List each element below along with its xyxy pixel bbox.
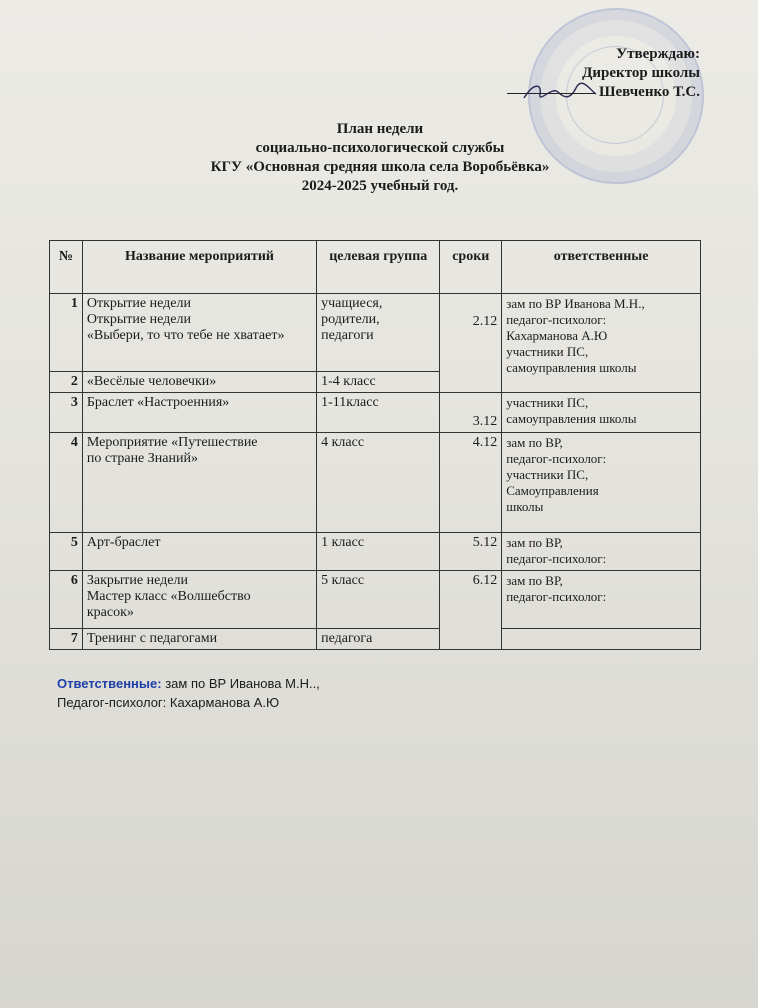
row-date [440,294,502,393]
row-group-line: педагога [321,631,373,646]
row-name [82,372,316,393]
row-num: 2 [50,372,83,393]
row-resp-line: зам по ВР, [506,435,563,450]
responsible-notes [57,674,320,712]
row-name [82,393,316,433]
notes-label: Ответственные: [57,676,162,691]
row-name [82,433,316,533]
row-group-line: учащиеся, [321,296,383,311]
row-date [440,393,502,433]
notes-line-1: зам по ВР Иванова М.Н.., [165,676,320,691]
header-num: № [50,241,83,294]
row-num: 1 [50,294,83,372]
row-resp-line: педагог-психолог: [506,551,607,566]
row-resp [502,629,701,650]
table-row [50,629,701,650]
row-resp [502,433,701,533]
table-row [50,393,701,433]
table-row [50,533,701,571]
document-title [190,120,570,196]
row-num: 5 [50,533,83,571]
row-resp-line: педагог-психолог: [506,312,607,327]
row-group [317,571,440,629]
row-resp [502,533,701,571]
table-row [50,294,701,372]
header-date: сроки [440,241,502,294]
row-group-line: 1-4 класс [321,374,376,389]
row-name-line: «Выбери, то что тебе не хватает» [86,328,285,343]
row-name [82,571,316,629]
row-resp-line: зам по ВР, [506,573,563,588]
row-group [317,433,440,533]
row-resp-line: зам по ВР, [506,535,563,550]
row-name-line: по стране Знаний» [86,451,198,466]
row-name [82,629,316,650]
row-resp-line: участники ПС, [506,395,589,410]
row-date-value: 6.12 [472,573,498,588]
approval-line-3: Шевченко Т.С. [599,84,700,100]
table-row [50,433,701,533]
row-date-value: 4.12 [472,435,498,450]
row-group [317,629,440,650]
row-name-line: красок» [86,605,134,620]
row-resp-line: участники ПС, [506,344,589,359]
row-num: 3 [50,393,83,433]
row-date [440,571,502,650]
approval-line-2: Директор школы [582,65,700,81]
row-group [317,533,440,571]
row-group-line: 1-11класс [321,395,379,410]
approval-line-1: Утверждаю: [616,46,700,62]
row-group-line: 5 класс [321,573,365,588]
row-name [82,533,316,571]
header-resp: ответственные [502,241,701,294]
row-resp [502,294,701,393]
row-resp-line: Самоуправления [506,483,599,498]
row-resp-line: педагог-психолог: [506,451,607,466]
row-resp-line: Кахарманова А.Ю [506,328,608,343]
row-group-line: 1 класс [321,535,365,550]
row-name-line: Открытие недели [86,296,191,311]
row-num: 7 [50,629,83,650]
row-resp [502,571,701,629]
signature-line [507,93,595,94]
row-num: 6 [50,571,83,629]
plan-table [49,240,701,650]
row-group-line: родители, [321,312,380,327]
row-date-value: 3.12 [472,414,498,429]
row-group [317,393,440,433]
row-resp [502,393,701,433]
row-name-line: Арт-браслет [86,535,161,550]
row-name-line: «Весёлые человечки» [86,374,217,389]
row-name-line: Закрытие недели [86,573,188,588]
header-group: целевая группа [317,241,440,294]
row-group [317,372,440,393]
row-date [440,433,502,533]
row-group-line: 4 класс [321,435,365,450]
header-name: Название мероприятий [82,241,316,294]
title-line-3: КГУ «Основная средняя школа села Воробьёвка» [210,159,550,175]
row-name-line: Открытие недели [86,312,191,327]
row-resp-line: участники ПС, [506,467,589,482]
row-resp-line: самоуправления школы [506,360,637,375]
row-name-line: Мероприятие «Путешествие [86,435,258,450]
table-row [50,571,701,629]
title-line-4: 2024-2025 учебный год. [301,178,459,194]
row-name-line: Тренинг с педагогами [86,631,218,646]
row-date-value: 2.12 [472,314,498,329]
row-name [82,294,316,372]
row-resp-line: зам по ВР Иванова М.Н., [506,296,645,311]
row-resp-line: школы [506,499,544,514]
row-date-value: 5.12 [472,535,498,550]
approval-block [507,45,700,102]
row-name-line: Браслет «Настроенния» [86,395,230,410]
row-group [317,294,440,372]
row-date [440,533,502,571]
table-header-row [50,241,701,294]
notes-line-2: Педагог-психолог: Кахарманова А.Ю [57,695,280,710]
row-resp-line: самоуправления школы [506,411,637,426]
row-num: 4 [50,433,83,533]
row-name-line: Мастер класс «Волшебство [86,589,251,604]
title-line-1: План недели [336,121,424,137]
title-line-2: социально-психологической службы [255,140,505,156]
row-resp-line: педагог-психолог: [506,589,607,604]
row-group-line: педагоги [321,328,374,343]
